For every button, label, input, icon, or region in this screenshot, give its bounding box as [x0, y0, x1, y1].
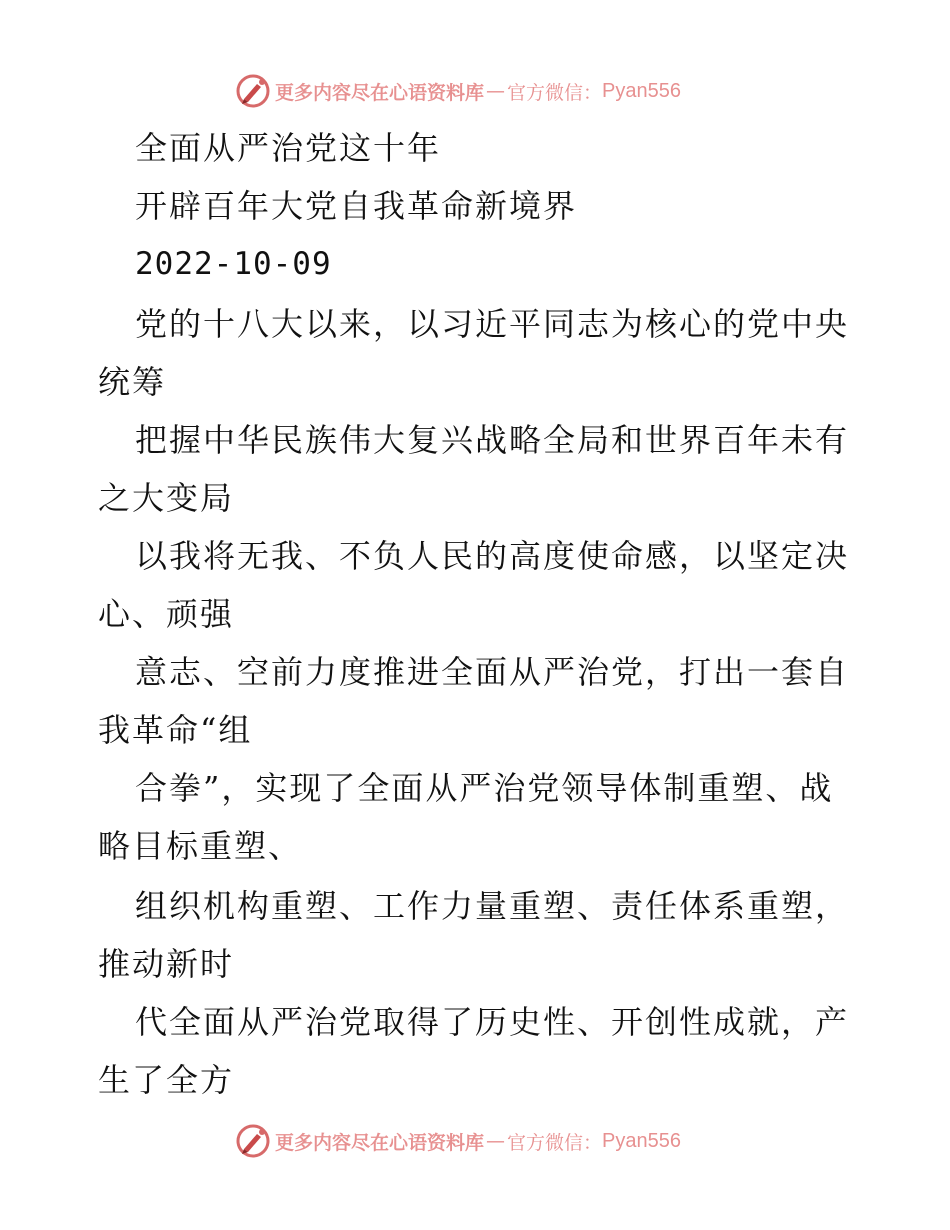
watermark-site-text: 更多内容尽在心语资料库 [275, 81, 485, 104]
watermark-wechat-label: 官方微信： [507, 1131, 603, 1154]
pen-logo-icon [235, 1123, 271, 1159]
watermark-site-text: 更多内容尽在心语资料库 [275, 1131, 485, 1154]
doc-line: 组织机构重塑、工作力量重塑、责任体系重塑， [135, 887, 850, 925]
watermark-wechat-id: Pyan556 [602, 1129, 681, 1152]
doc-line: 略目标重塑、 [98, 827, 303, 865]
doc-line: 党的十八大以来，以习近平同志为核心的党中央 [135, 305, 850, 343]
footer-watermark [235, 1121, 681, 1161]
doc-line: 统筹 [98, 363, 167, 401]
doc-subtitle: 开辟百年大党自我革命新境界 [135, 187, 578, 225]
doc-line: 我革命“组 [98, 711, 253, 749]
doc-line: 推动新时 [98, 945, 235, 983]
pen-logo-icon [235, 73, 271, 109]
watermark-dash: — [486, 1130, 506, 1152]
header-watermark [235, 71, 681, 111]
doc-line: 意志、空前力度推进全面从严治党，打出一套自 [135, 653, 850, 691]
doc-line: 以我将无我、不负人民的高度使命感，以坚定决 [135, 537, 850, 575]
watermark-wechat-label: 官方微信： [507, 81, 603, 104]
doc-line: 合拳”，实现了全面从严治党领导体制重塑、战 [135, 769, 834, 807]
doc-line: 心、顽强 [98, 595, 235, 633]
doc-line: 生了全方 [98, 1061, 235, 1099]
doc-line: 把握中华民族伟大复兴战略全局和世界百年未有 [135, 421, 850, 459]
doc-line: 代全面从严治党取得了历史性、开创性成就，产 [135, 1003, 850, 1041]
doc-title: 全面从严治党这十年 [135, 129, 442, 167]
watermark-dash: — [486, 80, 506, 102]
doc-date: 2022-10-09 [135, 246, 332, 282]
watermark-wechat-id: Pyan556 [602, 79, 681, 102]
doc-line: 之大变局 [98, 479, 235, 517]
